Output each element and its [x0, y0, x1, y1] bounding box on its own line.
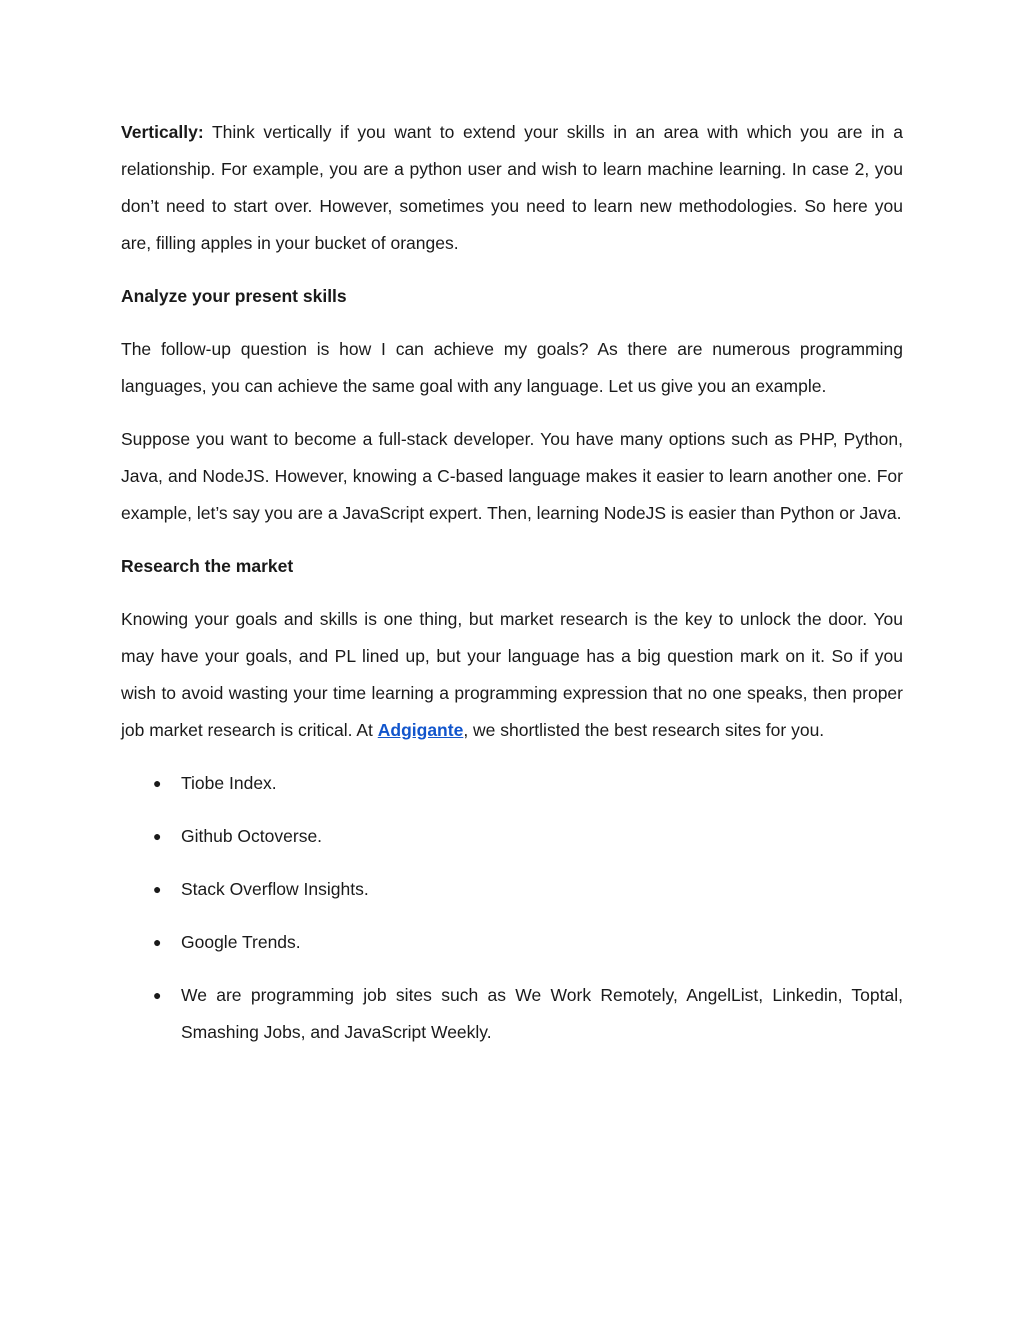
- list-item: [121, 924, 903, 961]
- paragraph-knowing: [121, 601, 903, 749]
- paragraph-text: , we shortlisted the best research sites for you.: [463, 720, 825, 740]
- document-page: [121, 114, 903, 1067]
- bullet-icon: ●: [153, 775, 162, 791]
- list-item-text: Tiobe Index.: [181, 773, 277, 793]
- list-item: [121, 818, 903, 855]
- paragraph-follow-up: The follow-up question is how I can achieve my goals? As there are numerous programming languages, you can achieve the same goal with any language. Let us give you an example.: [121, 339, 903, 396]
- list-item-text: Google Trends.: [181, 932, 301, 952]
- bullet-icon: ●: [153, 828, 162, 844]
- list-item-text: Stack Overflow Insights.: [181, 879, 369, 899]
- bullet-icon: ●: [153, 881, 162, 897]
- bullet-icon: ●: [153, 987, 162, 1003]
- list-item-text: Github Octoverse.: [181, 826, 323, 846]
- list-item: [121, 871, 903, 908]
- research-sites-list: [121, 765, 903, 1051]
- heading-research-market: Research the market: [121, 556, 294, 576]
- bullet-icon: ●: [153, 934, 162, 950]
- paragraph-vertically: [121, 114, 903, 262]
- lead-term: Vertically:: [121, 122, 204, 142]
- paragraph-text: Knowing your goals and skills is one thing, but market research is the key to unlock the door. You may have your goals, and PL lined up, but your language has a big question mark on it. So if you wish to avoid wasting your time learning a programming expression that no one speaks, then proper job market research is critical. At: [121, 609, 903, 740]
- adgigante-link[interactable]: Adgigante: [377, 720, 464, 740]
- list-item: [121, 977, 903, 1051]
- list-item: [121, 765, 903, 802]
- list-item-text: We are programming job sites such as We Work Remotely, AngelList, Linkedin, Toptal, Smashing Jobs, and JavaScript Weekly.: [181, 985, 903, 1042]
- paragraph-text: Think vertically if you want to extend your skills in an area with which you are in a relationship. For example, you are a python user and wish to learn machine learning. In case 2, you don’t need to start over. However, sometimes you need to learn new methodologies. So here you are, filling apples in your bucket of oranges.: [121, 122, 903, 253]
- paragraph-suppose: Suppose you want to become a full-stack developer. You have many options such as PHP, Python, Java, and NodeJS. However, knowing a C-based language makes it easier to learn another one. For example, let’s say you are a JavaScript expert. Then, learning NodeJS is easier than Python or Java.: [121, 429, 903, 523]
- heading-analyze-skills: Analyze your present skills: [121, 286, 347, 306]
